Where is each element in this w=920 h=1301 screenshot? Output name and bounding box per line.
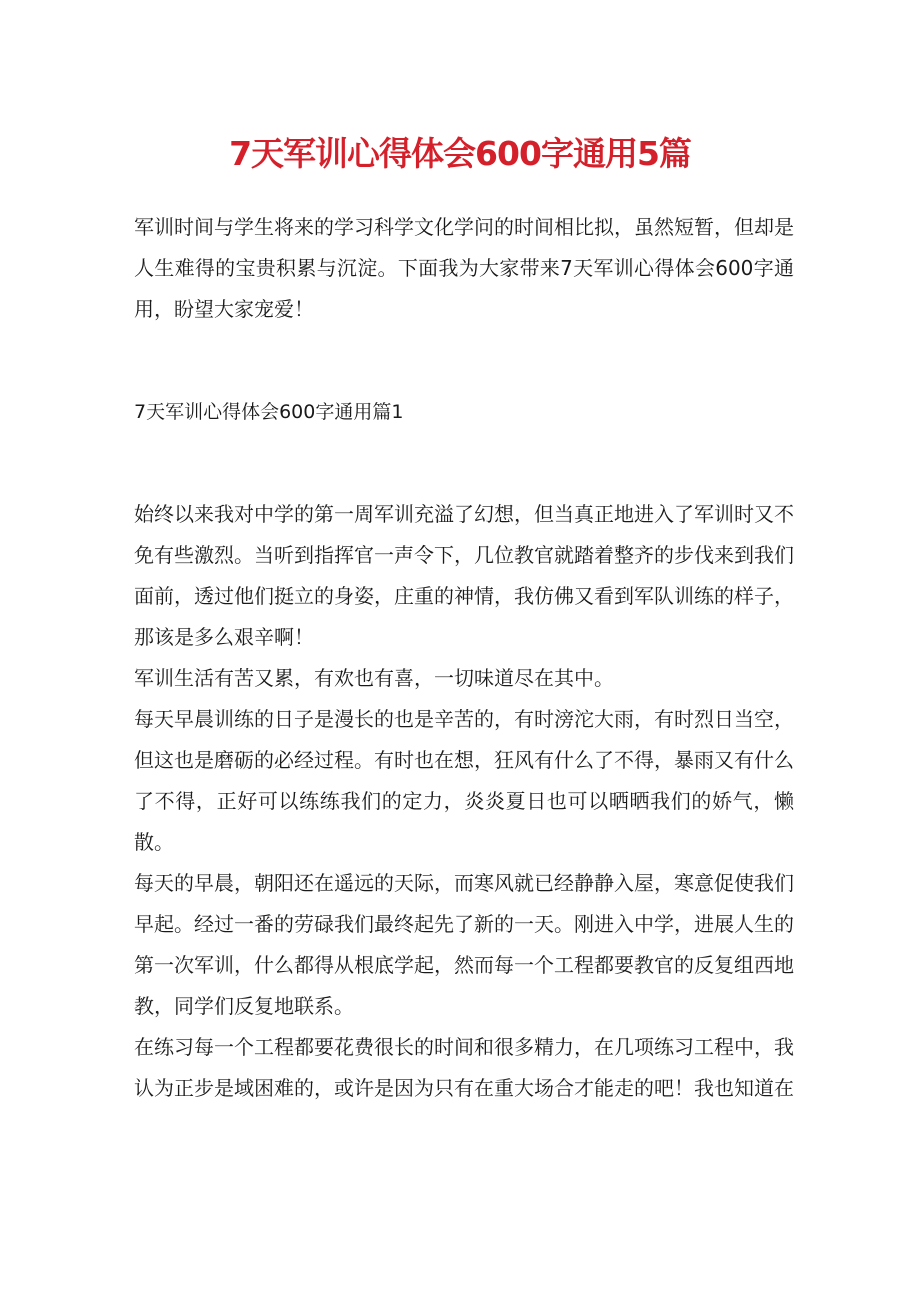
body-paragraph: 始终以来我对中学的第一周军训充溢了幻想，但当真正地进入了军训时又不免有些激烈。当听到指挥官一声令下，几位教官就踏着整齐的步伐来到我们面前，透过他们挺立的身姿，庄重的神情，我仿佛又看到军队训练的样子，那该是多么艰辛啊！	[134, 502, 794, 649]
intro-paragraph: 军训时间与学生将来的学习科学文化学问的时间相比拟，虽然短暂，但却是人生难得的宝贵积累与沉淀。下面我为大家带来7天军训心得体会600字通用，盼望大家宠爱！	[134, 215, 794, 321]
body-paragraph: 每天的早晨，朝阳还在遥远的天际，而寒风就已经静静入屋，寒意促使我们早起。经过一番的劳碌我们最终起先了新的一天。刚进入中学，进展人生的第一次军训，什么都得从根底学起，然而每一个工程都要教官的反复组西地教，同学们反复地联系。	[134, 871, 794, 1018]
body-paragraph: 每天早晨训练的日子是漫长的也是辛苦的，有时滂沱大雨，有时烈日当空，但这也是磨砺的必经过程。有时也在想，狂风有什么了不得，暴雨又有什么了不得，正好可以练练我们的定力，炎炎夏日也可以晒晒我们的娇气，懒散。	[134, 707, 794, 854]
document-body	[134, 207, 794, 1109]
section-heading: 7天军训心得体会600字通用篇1	[134, 401, 404, 423]
document-title: 7天军训心得体会600字通用5篇	[229, 134, 691, 173]
body-paragraph: 军训生活有苦又累，有欢也有喜，一切味道尽在其中。	[134, 666, 614, 690]
body-paragraph: 在练习每一个工程都要花费很长的时间和很多精力，在几项练习工程中，我认为正步是域困难的，或许是因为只有在重大场合才能走的吧！我也知道在	[134, 1035, 794, 1100]
